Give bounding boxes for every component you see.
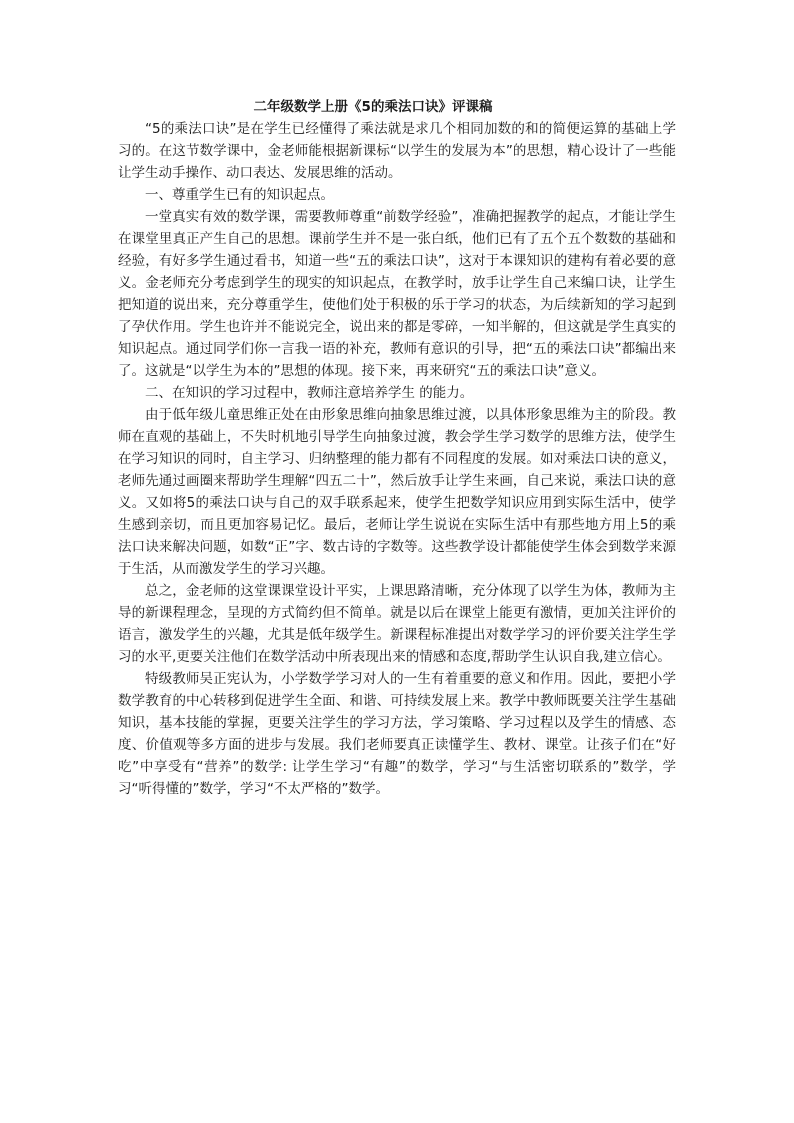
closing-paragraph: 特级教师吴正宪认为，小学数学学习对人的一生有着重要的意义和作用。因此，要把小学数学教育的中心转移到促进学生全面、和谐、可持续发展上来。教学中教师既要关注学生基础知识，基本技能的掌握，更要关注学生的学习方法，学习策略、学习过程以及学生的情感、态度、价值观等多方面的进步与发展。我们老师要真正读懂学生、教材、课堂。让孩子们在“好吃”中享受有“营养”的数学: 让学生学习“有趣”的数学，学习“与生活密切联系的”数学，学习“听得懂的”数学，学习“不太严格的”数学。 xyxy=(118,671,676,797)
summary-paragraph: 总之，金老师的这堂课课堂设计平实，上课思路清晰，充分体现了以学生为体，教师为主导的新课程理念，呈现的方式简约但不简单。就是以后在课堂上能更有激情，更加关注评价的语言，激发学生的兴趣，尤其是低年级学生。新课程标准提出对数学学习的评价要关注学生学习的水平,更要关注他们在数学活动中所表现出来的情感和态度,帮助学生认识自我,建立信心。 xyxy=(118,583,676,665)
section-1-paragraph: 一堂真实有效的数学课，需要教师尊重“前数学经验”，准确把握教学的起点，才能让学生在课堂里真正产生自己的思想。课前学生并不是一张白纸，他们已有了五个五个数数的基础和经验，有好多学生通过看书，知道一些“五的乘法口诀”，这对于本课知识的建构有着必要的意义。金老师充分考虑到学生的现实的知识起点，在教学时，放手让学生自己来编口诀，让学生把知道的说出来，充分尊重学生，使他们处于积极的乐于学习的状态，为后续新知的学习起到了孕伏作用。学生也许并不能说完全，说出来的都是零碎，一知半解的，但这就是学生真实的知识起点。通过同学们你一言我一语的补充，教师有意识的引导，把“五的乘法口诀”都编出来了。这就是“以学生为本的”思想的体现。接下来，再来研究“五的乘法口诀”意义。 xyxy=(118,209,676,379)
document-title: 二年级数学上册《5的乘法口诀》评课稿 xyxy=(253,99,493,115)
document-page xyxy=(118,96,676,800)
section-heading-2: 二、在知识的学习过程中，教师注意培养学生 的能力。 xyxy=(145,385,474,401)
section-heading-1: 一、尊重学生已有的知识起点。 xyxy=(145,187,334,203)
intro-paragraph: “5的乘法口诀”是在学生已经懂得了乘法就是求几个相同加数的和的简便运算的基础上学习的。在这节数学课中，金老师能根据新课标“以学生的发展为本”的思想，精心设计了一些能让学生动手操作、动口表达、发展思维的活动。 xyxy=(118,121,676,181)
section-2-paragraph: 由于低年级儿童思维正处在由形象思维向抽象思维过渡，以具体形象思维为主的阶段。教师在直观的基础上，不失时机地引导学生向抽象过渡，教会学生学习数学的思维方法，使学生在学习知识的同时，自主学习、归纳整理的能力都有不同程度的发展。如对乘法口诀的意义，老师先通过画圈来帮助学生理解“四五二十”，然后放手让学生来画，自己来说，乘法口诀的意义。又如将5的乘法口诀与自己的双手联系起来，使学生把数学知识应用到实际生活中，使学生感到亲切，而且更加容易记忆。最后，老师让学生说说在实际生活中有那些地方用上5的乘法口诀来解决问题，如数“正”字、数古诗的字数等。这些教学设计都能使学生体会到数学来源于生活，从而激发学生的学习兴趣。 xyxy=(118,407,676,577)
